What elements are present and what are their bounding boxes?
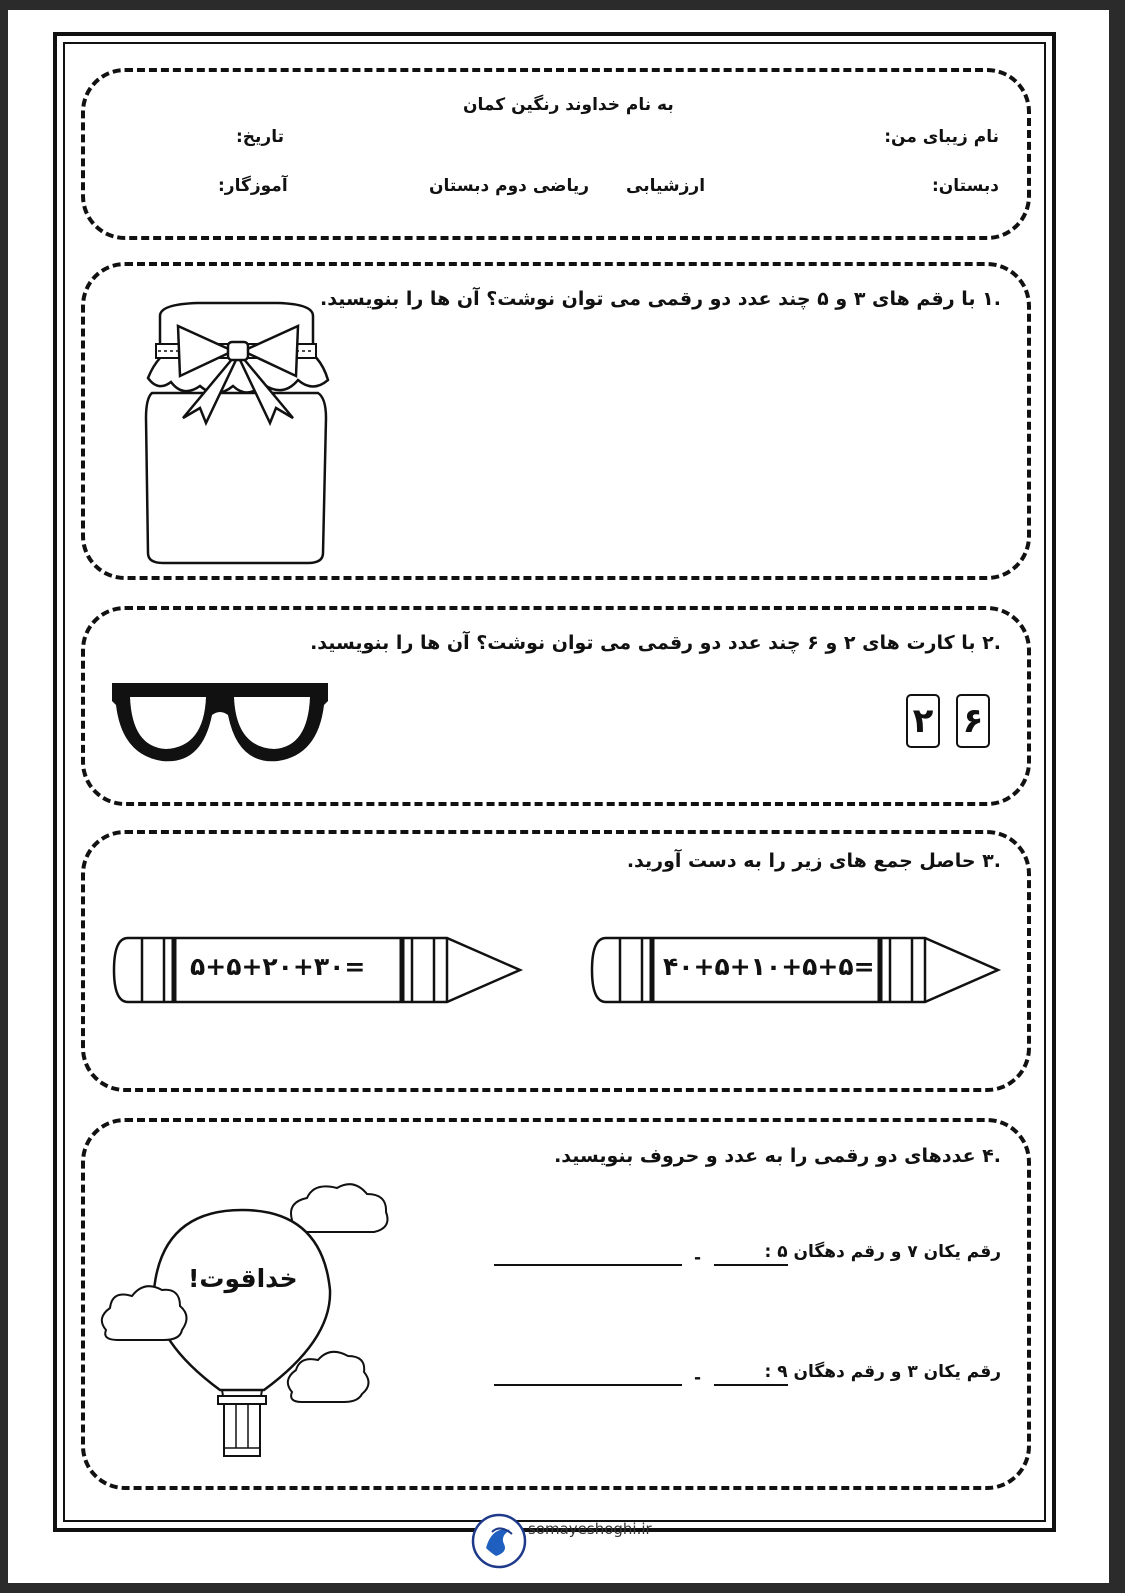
hot-air-balloon-icon xyxy=(92,1180,392,1460)
glasses-icon xyxy=(108,675,332,767)
name-label: نام زیبای من: xyxy=(884,127,999,147)
line-1-dash: - xyxy=(694,1248,702,1268)
jar-icon xyxy=(138,298,338,568)
assessment-label: ارزشیابی xyxy=(626,176,706,196)
line-1-words-blank[interactable] xyxy=(494,1264,682,1266)
site-url: somayeshoghi.ir xyxy=(528,1520,652,1538)
question-3-text: .۳ حاصل جمع های زیر را به دست آورید. xyxy=(626,850,1001,872)
question-4-text: .۴ عددهای دو رقمی را به عدد و حروف بنویسید. xyxy=(554,1145,1001,1167)
subject-label: ریاضی دوم دبستان xyxy=(429,176,590,196)
line-2-digits-blank[interactable] xyxy=(714,1384,788,1386)
crayon-left-expression: ۵+۵+۲۰+۳۰= xyxy=(190,952,366,981)
date-label: تاریخ: xyxy=(236,127,284,147)
school-label: دبستان: xyxy=(931,176,999,196)
site-logo-icon xyxy=(470,1512,528,1570)
line-2-prompt: رقم یکان ۳ و رقم دهگان ۹ : xyxy=(764,1362,1001,1382)
crayon-right-expression: ۴۰+۵+۱۰+۵+۵= xyxy=(663,952,875,981)
number-card-6: ۶ xyxy=(956,694,990,748)
basmala-title: به نام خداوند رنگین کمان xyxy=(463,95,674,115)
header-box xyxy=(81,68,1031,240)
question-2-text: .۲ با کارت های ۲ و ۶ چند عدد دو رقمی می توان نوشت؟ آن ها را بنویسید. xyxy=(310,632,1001,654)
balloon-message: خداقوت! xyxy=(188,1264,298,1293)
number-card-2: ۲ xyxy=(906,694,940,748)
line-2-words-blank[interactable] xyxy=(494,1384,682,1386)
worksheet-page xyxy=(8,10,1109,1583)
line-2-dash: - xyxy=(694,1368,702,1388)
question-1-text: .۱ با رقم های ۳ و ۵ چند عدد دو رقمی می توان نوشت؟ آن ها را بنویسید. xyxy=(320,288,1001,310)
line-1-prompt: رقم یکان ۷ و رقم دهگان ۵ : xyxy=(764,1242,1001,1262)
teacher-label: آموزگار: xyxy=(218,176,288,196)
line-1-digits-blank[interactable] xyxy=(714,1264,788,1266)
